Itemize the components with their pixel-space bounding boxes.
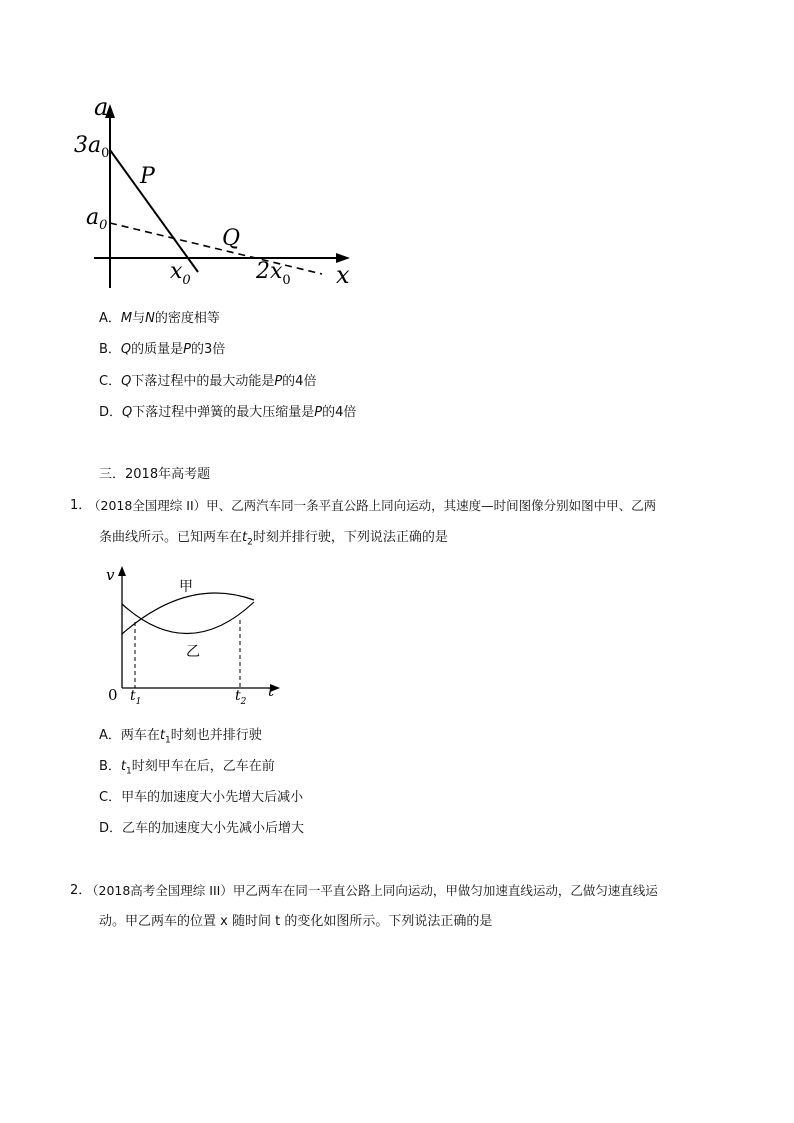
- tick-3a0: $3a_0$: [74, 133, 110, 161]
- option-c-prev: C．Q下落过程中的最大动能是P的4倍: [99, 374, 317, 389]
- t-axis-label: t: [268, 682, 275, 700]
- t1-label: $t_1$: [130, 688, 142, 707]
- v-axis-arrow: [118, 566, 126, 576]
- question-1-line-2: 条曲线所示。已知两车在$t_2$时刻并排行驶，下列说法正确的是: [99, 530, 448, 548]
- velocity-time-graph: [100, 564, 285, 708]
- curve-jia-label: 甲: [179, 579, 193, 595]
- curve-yi-label: 乙: [186, 644, 200, 660]
- origin-label: 0: [108, 686, 118, 704]
- acceleration-displacement-graph: [70, 98, 360, 298]
- question-2-line-1: （2018高考全国理综 III）甲乙两车在同一平直公路上同向运动，甲做匀加速直线运动，乙做匀速直线运: [86, 883, 658, 898]
- question-1-line-1: （2018全国理综 II）甲、乙两汽车同一条平直公路上同向运动，其速度—时间图像分别如图中甲、乙两: [88, 498, 657, 513]
- tick-x0: $x_0$: [170, 259, 191, 288]
- section-heading: 三．2018年高考题: [99, 467, 211, 482]
- line-q: [110, 223, 322, 274]
- a-axis-label: a: [94, 98, 109, 121]
- v-axis-label: v: [106, 566, 115, 584]
- tick-2x0: $2x_0$: [256, 259, 291, 288]
- q1-option-d: D．乙车的加速度大小先减小后增大: [99, 821, 305, 836]
- tick-a0: $a_0$: [86, 205, 108, 233]
- question-2-number: 2．: [70, 883, 92, 898]
- option-d-prev: D．Q下落过程中弹簧的最大压缩量是P的4倍: [99, 405, 357, 420]
- q1-option-b: B．$t_1$时刻甲车在后，乙车在前: [99, 759, 275, 777]
- t2-label: $t_2$: [235, 688, 247, 707]
- curve-jia: [122, 593, 254, 634]
- q1-option-a: A．两车在$t_1$时刻也并排行驶: [99, 728, 262, 746]
- q1-option-c: C．甲车的加速度大小先增大后减小: [99, 790, 304, 805]
- x-axis-label: x: [336, 261, 350, 289]
- label-q: Q: [222, 226, 241, 251]
- question-2-line-2: 动。甲乙两车的位置 x 随时间 t 的变化如图所示。下列说法正确的是: [99, 914, 493, 929]
- label-p: P: [140, 164, 155, 189]
- option-b-prev: B．Q的质量是P的3倍: [99, 342, 226, 357]
- question-1-number: 1．: [70, 498, 92, 513]
- option-a-prev: A．M与N的密度相等: [99, 311, 220, 326]
